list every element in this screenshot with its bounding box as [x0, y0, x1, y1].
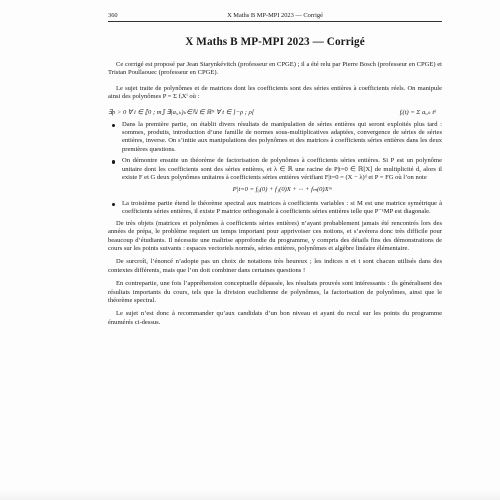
paragraph-5: Le sujet n’est donc à recommander qu’aux candidats d’un bon niveau et ayant du recul sur les points du programme énumérés ci-dessus.: [108, 310, 442, 326]
list-item: [122, 157, 442, 195]
page-shadow: [0, 490, 500, 500]
bullet-formula: P|t=0 = f₀(0) + f₁(0)X + ··· + fₘ(0)Xᵐ: [232, 186, 332, 194]
running-header: [108, 12, 442, 22]
paragraph-4: En contrepartie, une fois l’appréhension conceptuelle dépassée, les résultats prouvés sont intéressants : ils généralisent des résultats importants du cours, tels que la division euclidienne de polynômes, la factorisation de polynômes, ainsi que le théorème spectral.: [108, 280, 442, 304]
list-item: [122, 200, 442, 217]
definition-formula: [108, 108, 442, 117]
paragraph-2: De très objets (matrices et polynômes à coefficients séries entières) n’ayant probablement jamais été rencontrés lors des années de prépa, le problème requiert un temps important pour apprivoiser ces notions, et s’avérera donc très difficile pour beaucoup d’étudiants. Il nécessite une maîtrise approfondie du programme, y compris des détails fins des démonstrations de cours sur les points suivants : espaces vectoriels normés, séries entières, polynômes et algèbre linéaire élémentaire.: [108, 219, 442, 252]
spacer: [108, 78, 442, 85]
list-item: [122, 121, 442, 155]
formula-right: fᵢ(t) = Σ aᵢ,ₖ tᵏ: [399, 108, 436, 116]
intro-paragraph: Ce corrigé est proposé par Jean Starynkévitch (professeur en CPGE) ; il a été relu par Pierre Bosch (professeur en CPGE) et Tristan Poullaouec (professeur en CPGE).: [108, 61, 442, 77]
bullet-icon: [112, 160, 115, 163]
paragraph-3: De surcroît, l’énoncé n’adopte pas un choix de notations très heureux ; les indices n et t sont chacun utilisés dans des contextes différents, mais que l’on doit combiner dans certaines questions !: [108, 258, 442, 274]
page-number: 360: [108, 12, 118, 19]
paragraph-1: Le sujet traite de polynômes et de matrices dont les coefficients sont des séries entières à coefficients réels. On manipule ainsi des polynômes P = Σ fᵢXⁱ où :: [108, 84, 442, 101]
running-title: X Maths B MP-MPI 2023 — Corrigé: [227, 12, 323, 19]
document-title: X Maths B MP-MPI 2023 — Corrigé: [185, 36, 365, 48]
bullet-list: [108, 121, 442, 217]
bullet-text: On démontre ensuite un théorème de factorisation de polynômes à coefficients séries entières. Si P est un polynôme unitaire dont les coefficients sont des séries entières, et λ ∈ ℝ une racine de P|t=0 ∈ ℝ[X] de multiplicité d, alors il existe F et G deux polynômes unitaires à coefficients séries entières vérifiant F|t=0 = (X − λ)ᵈ et P = FG où l’on note: [122, 157, 442, 182]
bullet-icon: [112, 203, 115, 206]
bullet-text: Dans la première partie, on établit divers résultats de manipulation de séries entières qui seront exploités plus tard : sommes, produits, introduction d’une famille de normes sous-multiplicatives adaptées, convergence de séries de séries entières, inverse. On s’initie aux manipulations des polynômes et des matrices à coefficients séries entières dans les deux premières questions.: [122, 120, 442, 153]
bullet-icon: [112, 124, 115, 127]
bullet-text: La troisième partie étend le théorème spectral aux matrices à coefficients variables : si M est une matrice symétrique à coefficients séries entières, il existe P matrice orthogonale à coefficients séries entières telle que P⁻¹MP est diagonale.: [122, 199, 442, 216]
formula-left: ∃ρ > 0 ∀ i ∈ ⟦0 ; m⟧ ∃(aᵢ,ₖ)ₖ∈ℕ ∈ ℝᴺ ∀ t ∈ ]−ρ ; ρ[: [108, 108, 255, 116]
